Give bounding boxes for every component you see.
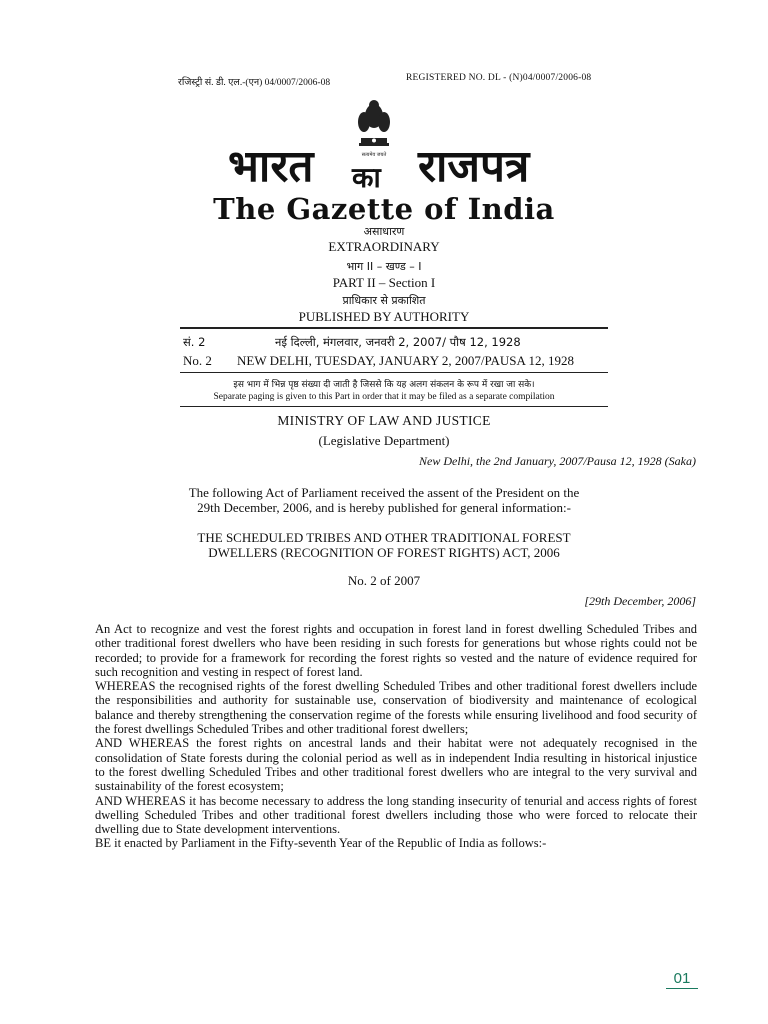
divider: [180, 372, 608, 373]
whereas-paragraph-3: AND WHEREAS it has become necessary to address the long standing insecurity of tenurial and access rights of forest dwelling Scheduled Tribes and other traditional forest dwellers including those who were forced to relocate their dwelling due to State development interventions.: [95, 793, 697, 837]
issue-date-english: NEW DELHI, TUESDAY, JANUARY 2, 2007/PAUSA 12, 1928: [237, 353, 574, 368]
issue-row-hindi: [183, 335, 521, 350]
hindi-title-right: राजपत्र: [418, 141, 530, 192]
hindi-title-left: भारत: [228, 141, 314, 192]
act-title-line-2: DWELLERS (RECOGNITION OF FOREST RIGHTS) ACT, 2006: [208, 545, 560, 560]
whereas-paragraph-1: WHEREAS the recognised rights of the forest dwelling Scheduled Tribes and other traditional forest dwellers include the responsibilities and authority for sustainable use, conservation of biodiversity and maintenance of ecological balance and thereby strengthening the conservation regime of the forests while ensuring livelihood and food security of the forest dwellings Scheduled Tribes and other traditional forest dwellers;: [95, 679, 697, 737]
emblem-motto: सत्यमेव जयते: [361, 152, 387, 158]
whereas-paragraph-2: AND WHEREAS the forest rights on ancestral lands and their habitat were not adequately recognised in the consolidation of State forests during the colonial period as well as in independent India resulting in historical injustice to the forest dwelling Scheduled Tribes and other traditional forest dwellers who are integral to the very survival and sustainability of the forest ecosystem;: [95, 736, 697, 794]
issue-row-english: [183, 353, 574, 369]
hindi-title-ka: का: [352, 161, 381, 194]
registration-number-hindi: रजिस्ट्री सं. डी. एल.-(एन) 04/0007/2006-08: [178, 78, 331, 88]
act-number: No. 2 of 2007: [347, 573, 421, 588]
department-name: (Legislative Department): [318, 433, 450, 448]
published-by-authority: PUBLISHED BY AUTHORITY: [298, 309, 470, 324]
gazette-title: The Gazette of India: [213, 192, 555, 226]
hindi-masthead: [0, 134, 768, 192]
issue-date-hindi: नई दिल्ली, मंगलवार, जनवरी 2, 2007/ पौष 12, 1928: [275, 335, 521, 349]
page-number: 01: [666, 970, 698, 989]
intro-line-1: The following Act of Parliament received the assent of the President on the: [188, 485, 580, 500]
ministry-name: MINISTRY OF LAW AND JUSTICE: [277, 413, 491, 428]
dateline: New Delhi, the 2nd January, 2007/Pausa 12, 1928 (Saka): [419, 454, 696, 468]
divider: [180, 327, 608, 329]
act-title-line-1: THE SCHEDULED TRIBES AND OTHER TRADITIONAL FOREST: [197, 530, 571, 545]
issue-number-english: No. 2: [183, 353, 212, 368]
divider: [180, 406, 608, 407]
act-date: [29th December, 2006]: [584, 594, 696, 608]
intro-line-2: 29th December, 2006, and is hereby published for general information:-: [197, 500, 571, 515]
part-label: PART II – Section I: [332, 275, 436, 290]
bhag-label: भाग II – खण्ड – I: [346, 260, 422, 273]
pradhikar-label: प्राधिकार से प्रकाशित: [342, 294, 426, 307]
separate-paging-note-hindi: इस भाग में भिन्न पृष्ठ संख्या दी जाती है जिससे कि यह अलग संकलन के रूप में रखा जा सके।: [233, 380, 535, 390]
issue-number-hindi: सं. 2: [183, 335, 206, 349]
enactment-clause: BE it enacted by Parliament in the Fifty-seventh Year of the Republic of India as follows:-: [95, 836, 547, 851]
act-body: [95, 622, 697, 851]
extraordinary-label: EXTRAORDINARY: [328, 239, 440, 254]
registration-number-english: REGISTERED NO. DL - (N)04/0007/2006-08: [406, 73, 592, 83]
asadharan-label: असाधारण: [363, 225, 405, 238]
separate-paging-note-english: Separate paging is given to this Part in order that it may be filed as a separate compilation: [213, 392, 555, 402]
preamble-paragraph: An Act to recognize and vest the forest rights and occupation in forest land in forest dwelling Scheduled Tribes and other traditional forest dwellers who have been residing in such forests for generations but whose rights could not be recorded; to provide for a framework for recording the forest rights so vested and the nature of evidence required for such recognition and vesting in respect of forest land.: [95, 622, 697, 679]
